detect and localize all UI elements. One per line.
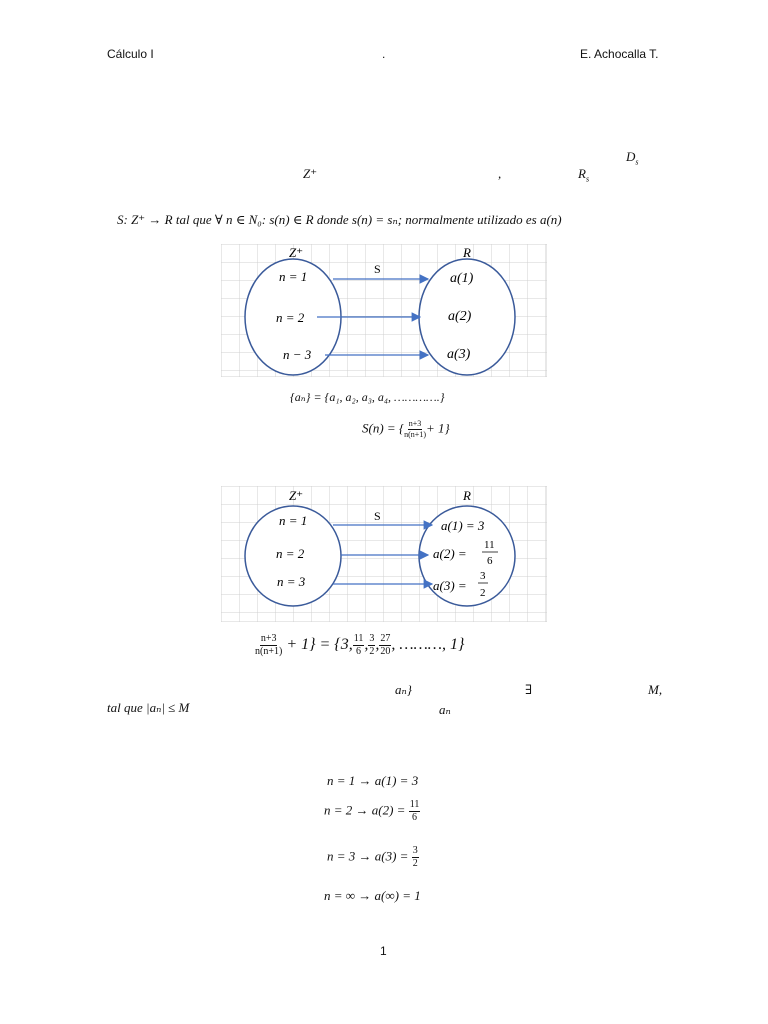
arrow-label: S: [374, 262, 381, 276]
codomain-item: a(2): [448, 309, 472, 324]
page-number: 1: [380, 944, 387, 958]
an-brace: aₙ}: [395, 682, 412, 697]
codomain-label: R: [463, 245, 471, 260]
codomain-item: a(2) =: [433, 546, 467, 561]
bound-m: M,: [648, 682, 663, 697]
range-symbol: $R_s$: [578, 166, 590, 184]
fraction-numerator: 11: [484, 539, 495, 551]
domain-label: Z⁺: [289, 245, 304, 260]
codomain-item: a(3): [447, 347, 471, 362]
value-row: n = 2 → a(2) = $\frac{11}{6}$: [324, 799, 420, 823]
mapping-diagram-1: [221, 244, 547, 377]
domain-item: n = 2: [276, 310, 305, 325]
codomain-item: a(1): [450, 271, 474, 286]
sequence-set: {aₙ} = {a₁, a₂, a₃, a₄, ………….}: [290, 390, 445, 404]
value-row: n = 1 → a(1) = 3: [327, 773, 419, 788]
domain-symbol: $D_s$: [626, 149, 639, 167]
fraction-numerator: 3: [480, 570, 486, 582]
codomain-item: a(1) = 3: [441, 518, 485, 533]
zplus-symbol: Z⁺: [303, 166, 318, 181]
arrow-label: S: [374, 509, 381, 523]
exists-symbol: ∃: [525, 682, 533, 697]
s-formula: S(n) = { $\frac{n+3}{n(n+1)}$ + 1}: [362, 419, 450, 439]
domain-item: n − 3: [283, 347, 312, 362]
fraction-denominator: 2: [480, 587, 486, 599]
codomain-label: R: [463, 488, 471, 503]
domain-item: n = 1: [279, 513, 308, 528]
an-symbol: aₙ: [439, 702, 451, 717]
domain-item: n = 1: [279, 269, 308, 284]
header-course: Cálculo I: [107, 47, 154, 61]
sequence-definition: S: Z⁺ → R tal que ∀ n ∈ N₀: s(n) ∈ R donde s(n) = sₙ; normalmente utilizado es a(n): [117, 212, 562, 227]
domain-item: n = 2: [276, 546, 305, 561]
sequence-values: $\frac{n+3}{n(n+1)}$ + 1} = {3, $\frac{11}{6}$ , $\frac{3}{2}$ , $\frac{27}{20}$ , ………, 1}: [255, 633, 465, 657]
domain-label: Z⁺: [289, 488, 304, 503]
fraction-denominator: 6: [487, 555, 493, 567]
value-row: n = ∞ → a(∞) = 1: [324, 888, 421, 903]
mapping-diagram-2: [221, 486, 547, 622]
header-separator: .: [382, 47, 386, 61]
header-author: E. Achocalla T.: [580, 47, 659, 61]
domain-item: n = 3: [277, 574, 306, 589]
bounded-condition: tal que |aₙ| ≤ M: [107, 700, 190, 715]
comma-mark: ,: [498, 166, 502, 181]
value-row: n = 3 → a(3) = $\frac{3}{2}$: [327, 845, 418, 869]
codomain-item: a(3) =: [433, 578, 467, 593]
